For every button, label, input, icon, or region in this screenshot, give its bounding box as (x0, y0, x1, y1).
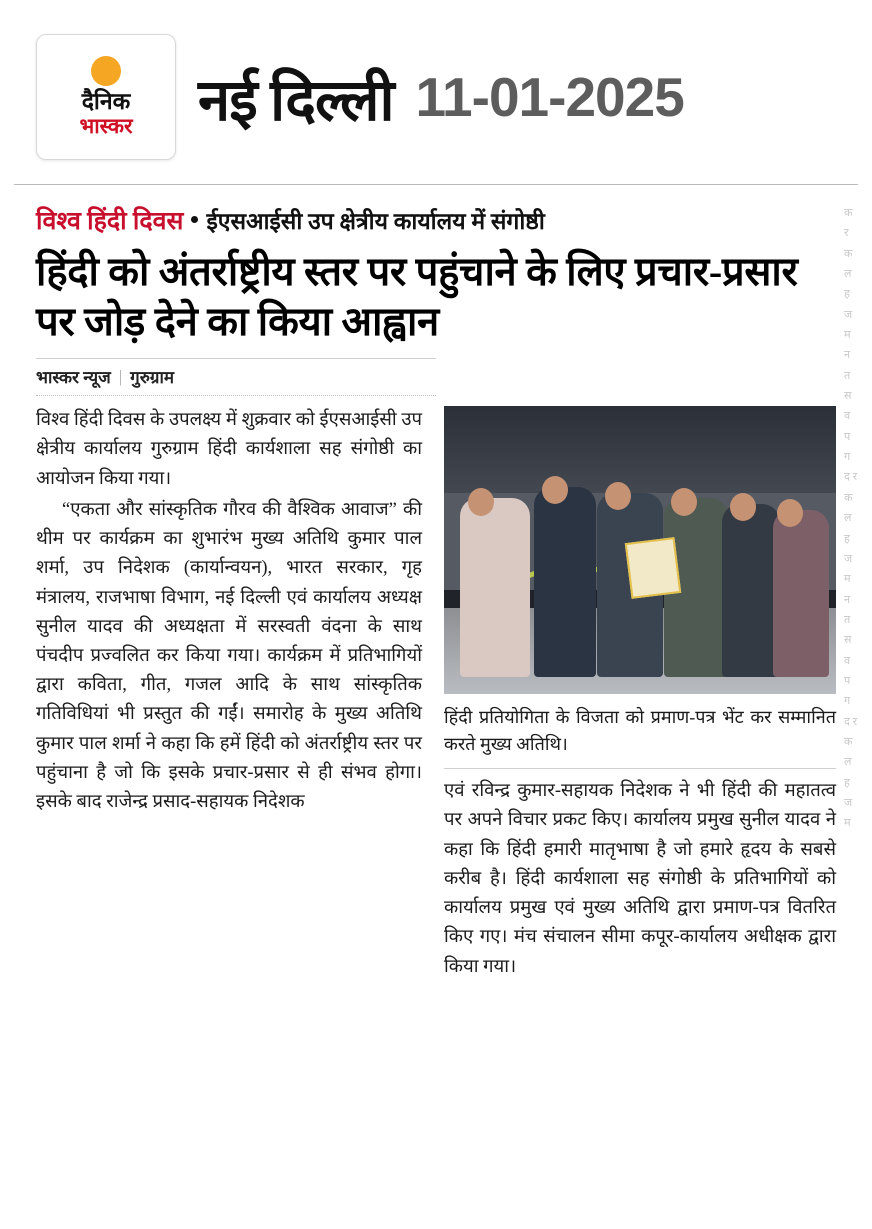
bullet-dot-icon (191, 216, 198, 223)
photo-person-head (671, 488, 697, 516)
kicker (36, 203, 836, 237)
paragraph: विश्व हिंदी दिवस के उपलक्ष्य में शुक्रवार को ईएसआईसी उप क्षेत्रीय कार्यालय गुरुग्राम हिंदी कार्यशाला सह संगोष्ठी का आयोजन किया गया। (36, 410, 422, 489)
photo-person (534, 487, 596, 677)
photo-person (722, 504, 780, 677)
photo-person (460, 498, 530, 677)
masthead (0, 0, 872, 178)
photo-person-head (605, 482, 631, 510)
certificate-icon (625, 537, 681, 599)
paragraph: “एकता और सांस्कृतिक गौरव की वैश्विक आवाज” की थीम पर कार्यक्रम का शुभारंभ मुख्य अतिथि कुमार पाल शर्मा, उप निदेशक (कार्यान्वयन), भारत सरकार, गृह मंत्रालय, राजभाषा विभाग, नई दिल्ली एवं कार्यालय अध्यक्ष सुनील यादव की अध्यक्षता में सरस्वती वंदना के साथ पंचदीप प्रज्वलित कर किया गया। कार्यक्रम में प्रतिभागियों द्वारा कविता, गीत, गजल आदि के साथ सांस्कृतिक गतिविधियां भी प्रस्तुत की गईं। समारोह के मुख्य अतिथि कुमार पाल शर्मा ने कहा कि हमें हिंदी को अंतर्राष्ट्रीय स्तर पर पहुंचाना है जो कि इसके प्रचार-प्रसार से ही संभव होगा। इसके बाद राजेन्द्र प्रसाद-सहायक निदेशक (36, 499, 422, 813)
left-text-column (36, 406, 422, 984)
byline (36, 358, 436, 396)
adjacent-column-edge: क र क ल ह ज म न त स व प ग द र क ल ह ज म न त स व प ग द र क ल ह ज म (844, 207, 858, 830)
award-ceremony-photo (444, 406, 836, 694)
edition-city: नई दिल्ली (198, 67, 394, 133)
logo-line-two: भास्कर (79, 113, 133, 138)
article-body (36, 406, 836, 984)
headline: हिंदी को अंतर्राष्ट्रीय स्तर पर पहुंचाने के लिए प्रचार-प्रसार पर जोड़ देने का किया आह्वान (36, 249, 798, 344)
right-column (444, 406, 836, 984)
logo-line-one: दैनिक (81, 89, 131, 115)
photo-person-head (542, 476, 568, 504)
kicker-red-text: विश्व हिंदी दिवस (36, 208, 184, 235)
paragraph: एवं रविन्द्र कुमार-सहायक निदेशक ने भी हिंदी की महातत्व पर अपने विचार प्रकट किए। कार्यालय प्रमुख सुनील यादव ने कहा कि हिंदी हमारी मातृभाषा है जो हमारे हृदय के सबसे करीब है। हिंदी कार्यशाला सह संगोष्ठी के प्रतिभागियों को कार्यालय प्रमुख एवं मुख्य अतिथि द्वारा प्रमाण-पत्र वितरित किए गए। मंच संचालन सीमा कपूर-कार्यालय अधीक्षक द्वारा किया गया। (444, 781, 836, 977)
photo-person-head (468, 488, 494, 516)
photo-caption: हिंदी प्रतियोगिता के विजता को प्रमाण-पत्र भेंट कर सम्मानित करते मुख्य अतिथि। (444, 704, 836, 769)
kicker-black-text: ईएसआईसी उप क्षेत्रीय कार्यालय में संगोष्ठी (206, 209, 545, 234)
sun-icon (91, 56, 121, 86)
photo-person (773, 510, 829, 677)
byline-separator: | (118, 366, 123, 386)
right-text-column (444, 777, 836, 982)
byline-place: गुरुग्राम (130, 368, 175, 388)
newspaper-logo (36, 34, 176, 160)
byline-source: भास्कर न्यूज (36, 368, 111, 388)
edition-date: 11-01-2025 (415, 66, 684, 128)
article-sheet (14, 184, 858, 984)
